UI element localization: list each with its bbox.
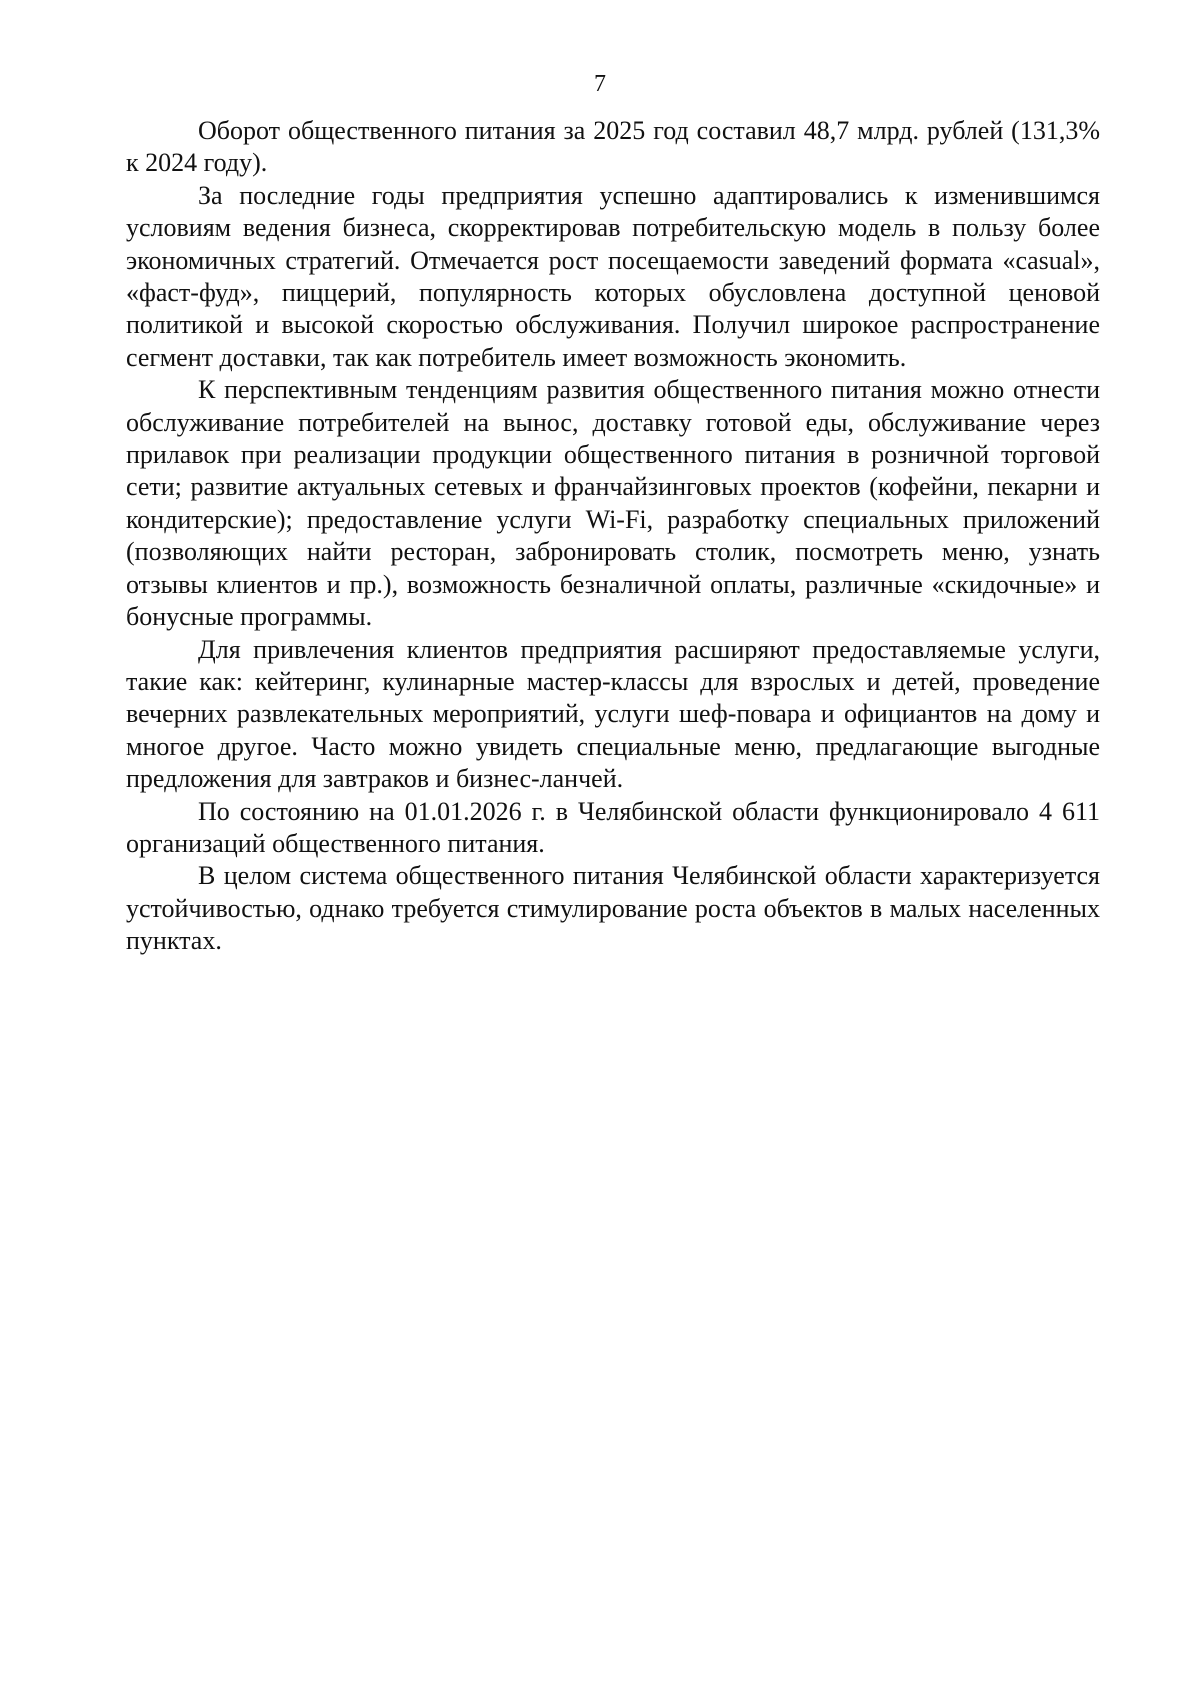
paragraph-organizations-count: По состоянию на 01.01.2026 г. в Челябинской области функционировало 4 611 организаций общественного питания. (126, 796, 1100, 858)
paragraph-conclusion: В целом система общественного питания Челябинской области характеризуется устойчивостью, однако требуется стимулирование роста объектов в малых населенных пунктах. (126, 861, 1100, 956)
paragraph-services: Для привлечения клиентов предприятия расширяют предоставляемые услуги, такие как: кейтеринг, кулинарные мастер-классы для взрослых и детей, проведение вечерних развлекательных мероприятий, услуги шеф-повара и официантов на дому и многое другое. Часто можно увидеть специальные меню, предлагающие выгодные предложения для завтраков и бизнес-ланчей. (126, 634, 1100, 794)
document-body (126, 115, 1100, 958)
paragraph-turnover: Оборот общественного питания за 2025 год составил 48,7 млрд. рублей (131,3% к 2024 году). (126, 116, 1100, 178)
paragraph-adaptation: За последние годы предприятия успешно адаптировались к изменившимся условиям ведения бизнеса, скорректировав потребительскую модель в пользу более экономичных стратегий. Отмечается рост посещаемости заведений формата «casual», «фаст-фуд», пиццерий, популярность которых обусловлена доступной ценовой политикой и высокой скоростью обслуживания. Получил широкое распространение сегмент доставки, так как потребитель имеет возможность экономить. (126, 180, 1100, 372)
page-number: 7 (594, 71, 606, 97)
paragraph-trends: К перспективным тенденциям развития общественного питания можно отнести обслуживание потребителей на вынос, доставку готовой еды, обслуживание через прилавок при реализации продукции общественного питания в розничной торговой сети; развитие актуальных сетевых и франчайзинговых проектов (кофейни, пекарни и кондитерские); предоставление услуги Wi-Fi, разработку специальных приложений (позволяющих найти ресторан, забронировать столик, посмотреть меню, узнать отзывы клиентов и пр.), возможность безналичной оплаты, различные «скидочные» и бонусные программы. (126, 375, 1100, 632)
